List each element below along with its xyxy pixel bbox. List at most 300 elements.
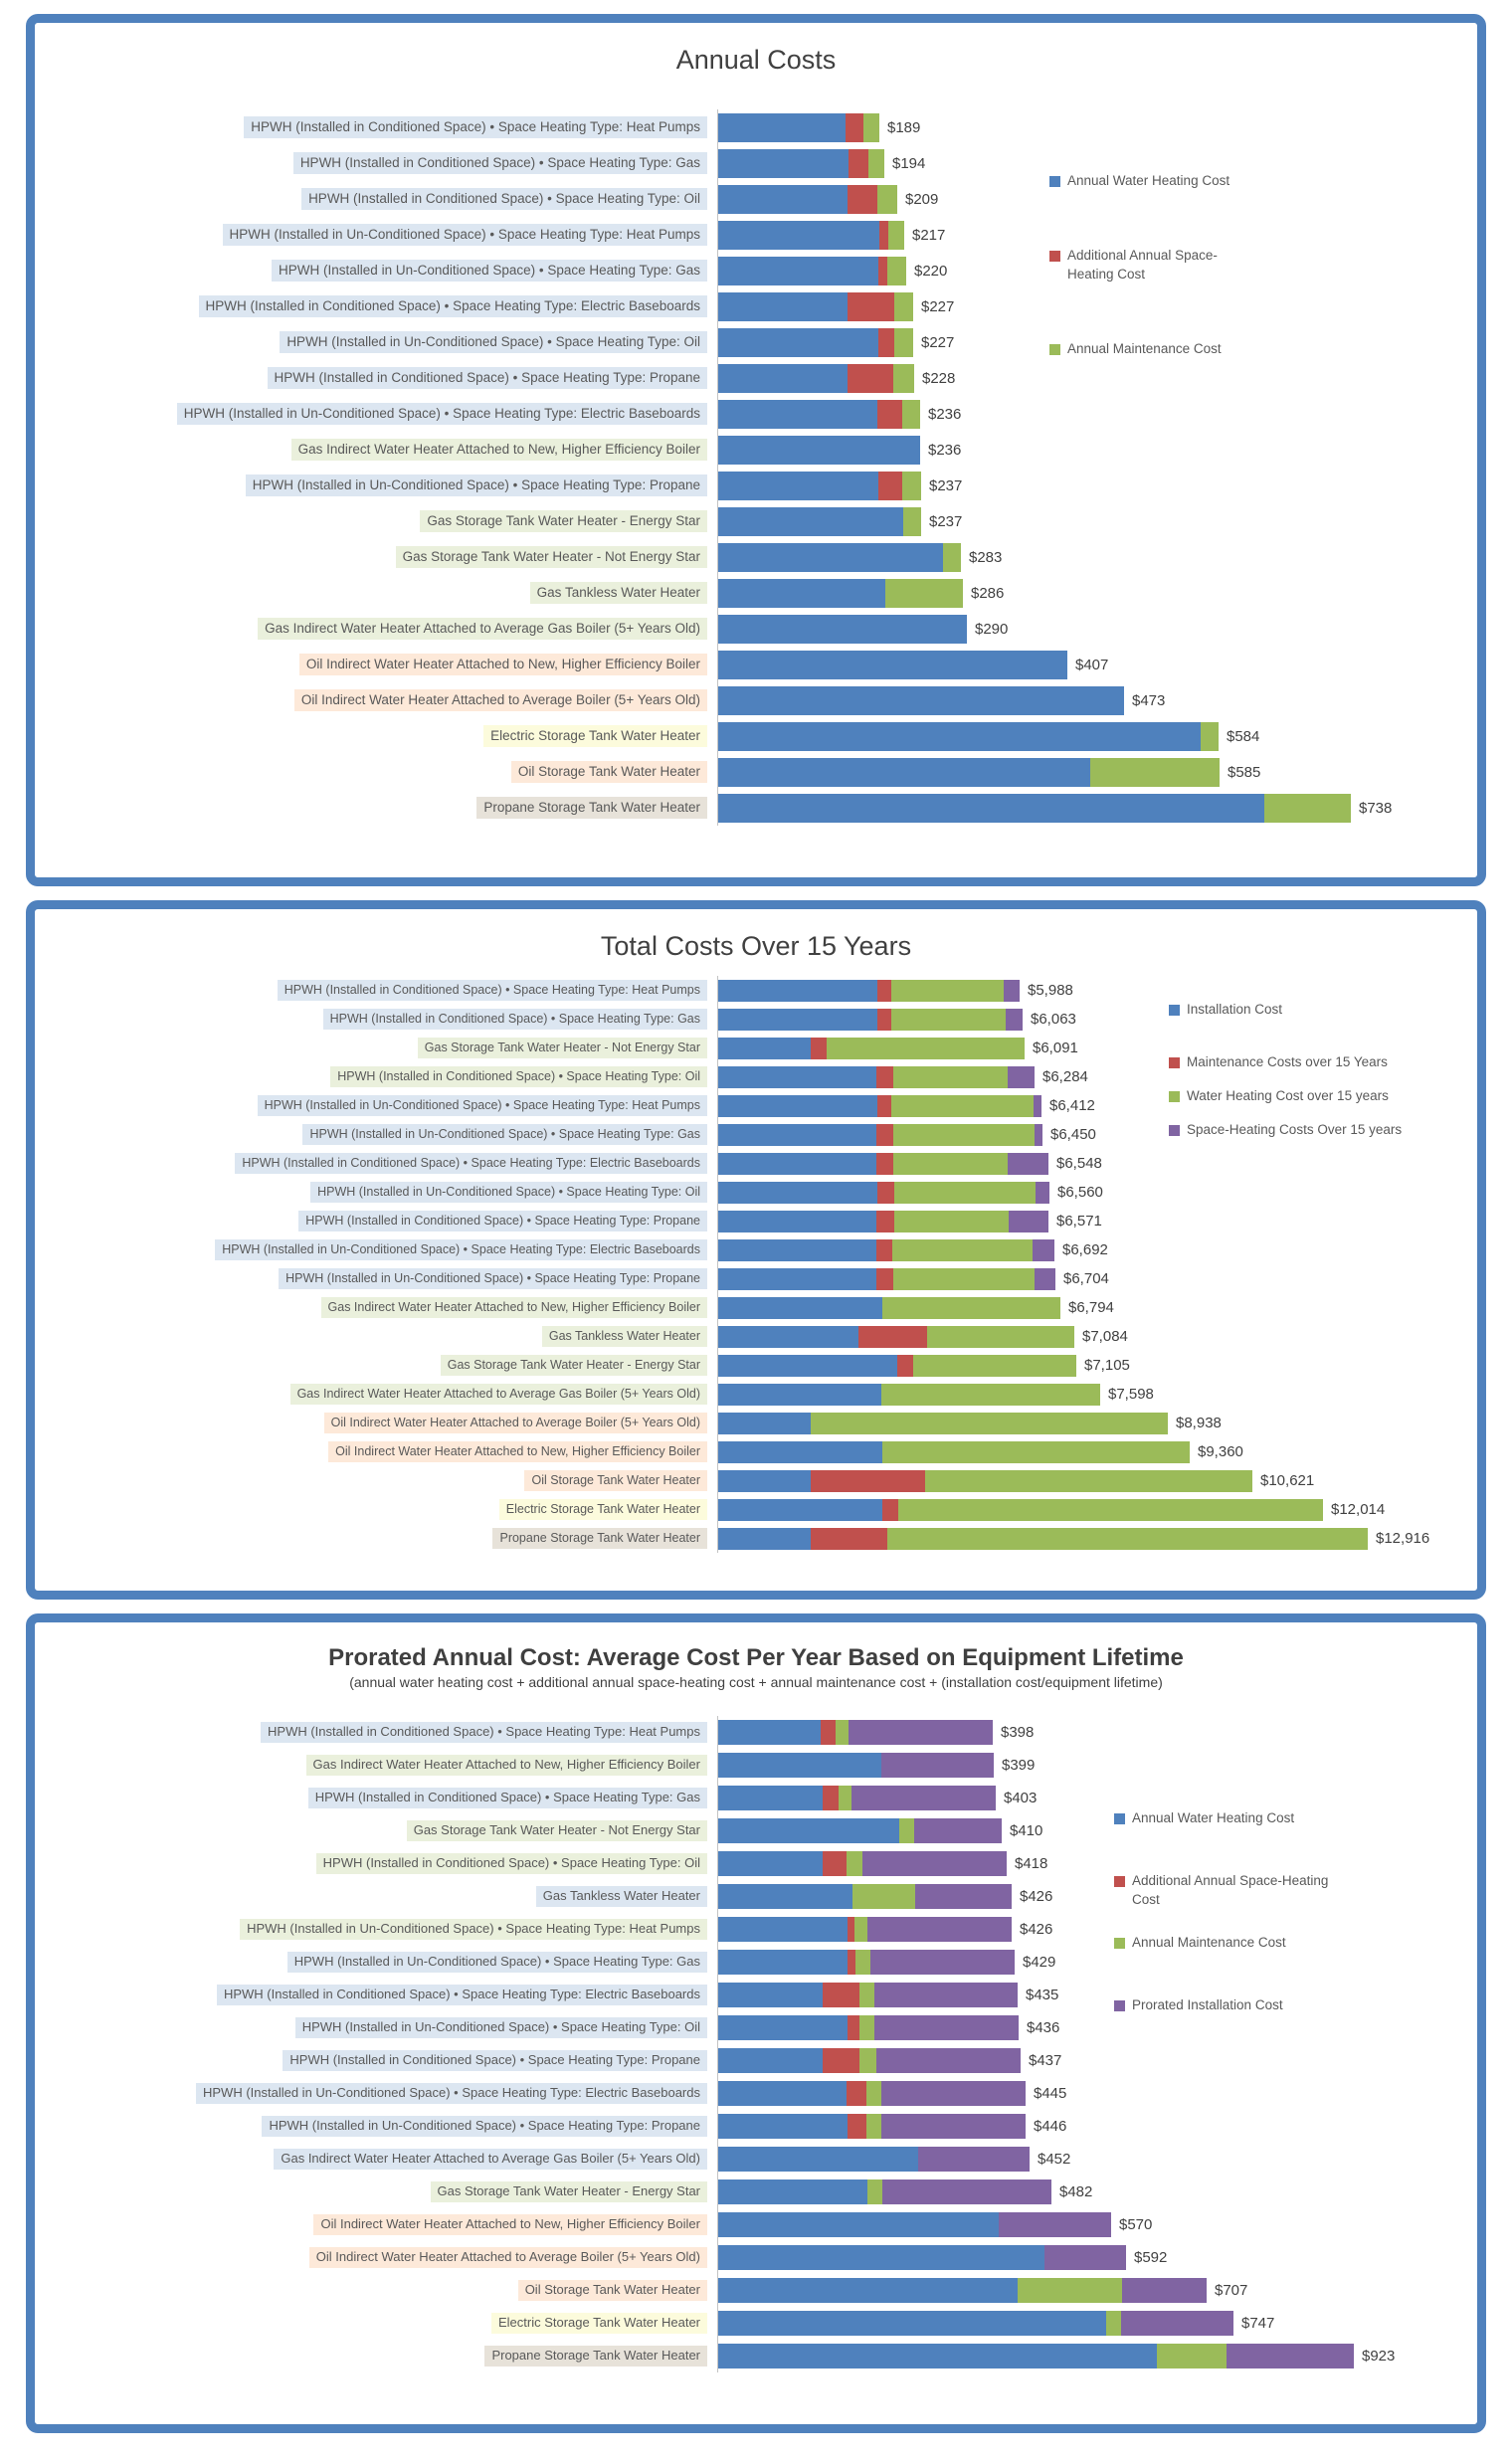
category-label-cell [35,546,717,568]
bar-segment-space [823,2048,859,2073]
stacked-bar [718,1038,1025,1059]
category-label: Gas Storage Tank Water Heater - Energy Star [441,1355,707,1375]
bar-row [35,647,1477,682]
category-label-cell [35,1211,717,1231]
bar-segment-water15 [891,1095,1034,1117]
chart-legend [1049,172,1233,415]
legend-item [1169,1121,1413,1140]
bar-segment-water [718,2081,847,2106]
bar-segment-maint [903,507,921,536]
bar-segment-maint15 [897,1355,913,1377]
bar-segment-install_prorated [1121,2311,1233,2336]
category-label-cell [35,1470,717,1490]
category-label: Oil Storage Tank Water Heater [518,2280,707,2301]
total-value-label: $445 [1034,2085,1067,2102]
category-label-cell [35,654,717,675]
category-label: Propane Storage Tank Water Heater [484,2346,707,2367]
stacked-bar [718,2015,1019,2040]
legend-label: Installation Cost [1187,1002,1283,1017]
bar-segment-space15 [1035,1124,1042,1146]
category-label: HPWH (Installed in Conditioned Space) • Space Heating Type: Gas [323,1009,707,1029]
bar-segment-maint [894,292,913,321]
stacked-bar [718,1753,994,1778]
category-label: HPWH (Installed in Un-Conditioned Space) • Space Heating Type: Heat Pumps [223,224,707,246]
bar-segment-space15 [1008,1066,1035,1088]
bar-segment-water15 [925,1470,1252,1492]
stacked-bar [718,400,920,429]
total-value-label: $6,450 [1050,1126,1096,1143]
total-value-label: $189 [887,118,921,136]
stacked-bar [718,1851,1007,1876]
bar-segment-water [718,2311,1106,2336]
bar-segment-water15 [891,1009,1006,1031]
total-value-label: $7,598 [1108,1386,1154,1403]
bar-row [35,1524,1477,1553]
bar-cell [717,109,1477,145]
bar-segment-maint [854,1917,867,1942]
bar-segment-space15 [1035,1268,1055,1290]
legend-label: Additional Annual Space-Heating Cost [1067,247,1218,282]
bar-row [35,468,1477,503]
bar-segment-water15 [927,1326,1074,1348]
category-label: HPWH (Installed in Un-Conditioned Space) • Space Heating Type: Gas [302,1124,707,1144]
category-label-cell [35,1499,717,1519]
chart-legend [1114,1809,1348,2058]
total-value-label: $10,621 [1260,1472,1315,1489]
total-value-label: $426 [1020,1888,1053,1905]
bar-segment-maint15 [811,1528,887,1550]
bar-segment-water [718,472,878,500]
bar-segment-maint [1106,2311,1121,2336]
bar-row [35,2176,1477,2208]
bar-segment-maint [894,328,913,357]
stacked-bar [718,686,1124,715]
bar-segment-install_prorated [867,1917,1012,1942]
category-label-cell [35,1095,717,1115]
category-label: HPWH (Installed in Conditioned Space) • Space Heating Type: Heat Pumps [261,1722,707,1743]
bar-segment-water15 [913,1355,1076,1377]
bar-segment-space [823,1851,847,1876]
total-value-label: $570 [1119,2216,1153,2233]
category-label: Oil Indirect Water Heater Attached to New, Higher Efficiency Boiler [299,654,707,675]
stacked-bar [718,113,879,142]
bar-segment-water [718,651,1067,679]
legend-label: Annual Water Heating Cost [1067,173,1230,188]
bar-cell [717,575,1477,611]
category-label: HPWH (Installed in Conditioned Space) • Space Heating Type: Oil [330,1066,707,1086]
bar-segment-install [718,1499,882,1521]
stacked-bar [718,980,1020,1002]
total-value-label: $435 [1026,1987,1059,2003]
bar-segment-install_prorated [851,1786,996,1810]
category-label-cell [35,403,717,425]
bar-segment-water [718,579,885,608]
category-label: Propane Storage Tank Water Heater [476,797,707,819]
stacked-bar [718,1950,1015,1975]
category-label: HPWH (Installed in Un-Conditioned Space) • Space Heating Type: Electric Baseboards [215,1239,707,1259]
bar-segment-water [718,1753,881,1778]
bar-segment-install_prorated [1044,2245,1126,2270]
category-label-cell [35,1268,717,1288]
bar-segment-space [848,185,877,214]
bar-segment-water15 [882,1441,1190,1463]
total-value-label: $236 [928,405,962,423]
legend-label: Annual Water Heating Cost [1132,1810,1295,1825]
bar-segment-maint [839,1786,851,1810]
bar-cell [717,2274,1477,2307]
total-value-label: $12,916 [1376,1530,1430,1547]
stacked-bar [718,185,897,214]
bar-cell [717,1380,1477,1409]
bar-segment-install [718,1239,876,1261]
category-label: HPWH (Installed in Un-Conditioned Space) • Space Heating Type: Gas [272,260,707,282]
category-label-cell [35,1326,717,1346]
total-value-label: $747 [1241,2315,1275,2332]
total-value-label: $6,091 [1033,1040,1078,1056]
bar-segment-space15 [1009,1211,1048,1232]
total-value-label: $418 [1015,1855,1048,1872]
category-label: Oil Indirect Water Heater Attached to Average Boiler (5+ Years Old) [309,2247,707,2268]
category-label: Gas Indirect Water Heater Attached to New, Higher Efficiency Boiler [321,1297,707,1317]
stacked-bar [718,543,961,572]
bar-segment-space [823,1983,859,2007]
bar-row [35,1380,1477,1409]
bar-segment-space [848,2114,866,2139]
stacked-bar [718,2245,1126,2270]
bar-segment-water [718,1917,848,1942]
total-value-label: $403 [1004,1790,1038,1806]
stacked-bar [718,2311,1233,2336]
category-label: Electric Storage Tank Water Heater [491,2313,707,2334]
bar-segment-maint15 [876,1124,893,1146]
category-label: Gas Indirect Water Heater Attached to New, Higher Efficiency Boiler [291,439,707,461]
category-label: HPWH (Installed in Conditioned Space) • Space Heating Type: Gas [308,1788,707,1808]
bar-segment-maint [1201,722,1219,751]
total-value-label: $237 [929,476,963,494]
bar-row [35,324,1477,360]
bar-segment-water [718,257,878,285]
category-label-cell [35,2017,717,2038]
total-value-label: $12,014 [1331,1501,1386,1518]
stacked-bar [718,794,1351,823]
bar-segment-water [718,149,849,178]
bar-segment-maint [859,2048,876,2073]
bar-segment-maint [863,113,879,142]
total-value-label: $707 [1215,2282,1248,2299]
category-label-cell [35,1528,717,1548]
legend-swatch-icon [1169,1005,1180,1016]
category-label-cell [35,116,717,138]
bar-segment-water15 [893,1268,1035,1290]
bar-segment-space [849,149,868,178]
category-label-cell [35,797,717,819]
stacked-bar [718,292,913,321]
bar-segment-water15 [892,1239,1033,1261]
category-label: HPWH (Installed in Un-Conditioned Space) • Space Heating Type: Oil [280,331,707,353]
stacked-bar [718,1355,1076,1377]
category-label: Oil Indirect Water Heater Attached to New, Higher Efficiency Boiler [313,2214,707,2235]
bar-segment-space15 [1033,1239,1054,1261]
bar-segment-maint [902,400,920,429]
stacked-bar [718,1239,1054,1261]
stacked-bar [718,1268,1055,1290]
category-label-cell [35,2181,717,2202]
category-label-cell [35,1788,717,1808]
category-label: Gas Storage Tank Water Heater - Not Energy Star [396,546,707,568]
category-label-cell [35,2346,717,2367]
bar-segment-maint [1264,794,1351,823]
bar-cell [717,1524,1477,1553]
bar-cell [717,1716,1477,1749]
category-label: HPWH (Installed in Conditioned Space) • Space Heating Type: Oil [301,188,707,210]
category-label-cell [35,224,717,246]
bar-segment-space [846,113,863,142]
bar-segment-install [718,1153,876,1175]
stacked-bar [718,364,914,393]
bar-segment-install_prorated [1122,2278,1207,2303]
bar-segment-water15 [882,1297,1060,1319]
total-value-label: $426 [1020,1921,1053,1938]
bar-row [35,181,1477,217]
bar-segment-water [718,686,1124,715]
total-value-label: $399 [1002,1757,1036,1774]
category-label: HPWH (Installed in Conditioned Space) • Space Heating Type: Electric Baseboards [235,1153,707,1173]
category-label: Electric Storage Tank Water Heater [483,725,707,747]
total-value-label: $220 [914,262,948,280]
category-label-cell [35,439,717,461]
category-label-cell [35,260,717,282]
bar-row [35,2241,1477,2274]
stacked-bar [718,1095,1041,1117]
bar-segment-water [718,2212,999,2237]
bar-segment-install_prorated [881,1753,994,1778]
bar-cell [717,2176,1477,2208]
chart-subtitle: (annual water heating cost + additional annual space-heating cost + annual maintenance cost + (installation cost/equipment lifetime) [349,1674,1163,1690]
total-value-label: $283 [969,548,1003,566]
total-value-label: $407 [1075,656,1109,673]
bar-cell [717,2110,1477,2143]
stacked-bar [718,2212,1111,2237]
category-label: HPWH (Installed in Un-Conditioned Space) • Space Heating Type: Propane [262,2116,707,2137]
stacked-bar [718,1441,1190,1463]
bar-segment-maint [902,472,921,500]
bar-segment-install [718,1009,877,1031]
bar-segment-maint [899,1818,914,1843]
total-value-label: $217 [912,226,946,244]
bar-segment-water [718,2245,1044,2270]
stacked-bar [718,651,1067,679]
category-label: HPWH (Installed in Conditioned Space) • Space Heating Type: Electric Baseboards [199,295,707,317]
legend-swatch-icon [1049,251,1060,262]
bar-row [35,2340,1477,2372]
bar-row [35,2274,1477,2307]
category-label: HPWH (Installed in Un-Conditioned Space) • Space Heating Type: Propane [246,474,707,496]
stacked-bar [718,2081,1026,2106]
category-label-cell [35,2083,717,2104]
bar-segment-install [718,1441,882,1463]
total-value-label: $398 [1001,1724,1035,1741]
bar-segment-water [718,2147,918,2172]
total-value-label: $228 [922,369,956,387]
category-label: HPWH (Installed in Conditioned Space) • Space Heating Type: Electric Baseboards [217,1985,707,2005]
bar-row [35,1264,1477,1293]
bar-row [35,2307,1477,2340]
total-value-label: $8,938 [1176,1415,1222,1431]
bar-cell [717,539,1477,575]
bar-segment-water [718,758,1090,787]
stacked-bar [718,758,1220,787]
stacked-bar [718,1983,1018,2007]
total-value-label: $6,692 [1062,1241,1108,1258]
bar-segment-water15 [881,1384,1100,1406]
bar-segment-maint15 [876,1268,893,1290]
bar-segment-water15 [898,1499,1323,1521]
bar-cell [717,647,1477,682]
bar-segment-install [718,1528,811,1550]
bar-segment-water15 [893,1066,1008,1088]
bar-segment-water [718,2179,867,2204]
bar-row [35,1235,1477,1264]
total-value-label: $7,084 [1082,1328,1128,1345]
bar-segment-water [718,2015,848,2040]
bar-segment-install_prorated [914,1818,1002,1843]
category-label-cell [35,725,717,747]
legend-swatch-icon [1114,1938,1125,1949]
total-value-label: $584 [1227,727,1260,745]
total-value-label: $6,412 [1049,1097,1095,1114]
category-label-cell [35,188,717,210]
category-label: Oil Indirect Water Heater Attached to Average Boiler (5+ Years Old) [294,689,707,711]
stacked-bar [718,2179,1051,2204]
total-value-label: $6,704 [1063,1270,1109,1287]
stacked-bar [718,328,913,357]
category-label-cell [35,1239,717,1259]
bar-segment-install_prorated [874,1983,1018,2007]
bar-segment-install_prorated [1227,2344,1354,2368]
bar-segment-maint [943,543,961,572]
total-value-label: $227 [921,333,955,351]
bar-cell [717,1880,1477,1913]
stacked-bar [718,1182,1049,1204]
bar-cell [717,1264,1477,1293]
category-label: Gas Indirect Water Heater Attached to Average Gas Boiler (5+ Years Old) [290,1384,707,1404]
bar-segment-install_prorated [881,2081,1026,2106]
category-label: Gas Indirect Water Heater Attached to New, Higher Efficiency Boiler [306,1755,707,1776]
total-value-label: $6,571 [1056,1213,1102,1230]
bar-row [35,360,1477,396]
category-label-cell [35,980,717,1000]
total-value-label: $6,284 [1042,1068,1088,1085]
bar-segment-install_prorated [862,1851,1007,1876]
bar-row [35,575,1477,611]
total-value-label: $6,548 [1056,1155,1102,1172]
category-label-cell [35,474,717,496]
bar-segment-space [877,400,902,429]
bar-segment-space [878,328,894,357]
legend-swatch-icon [1169,1091,1180,1102]
stacked-bar [718,1066,1035,1088]
bar-segment-install_prorated [870,1950,1015,1975]
total-value-label: $290 [975,620,1009,638]
stacked-bar [718,1720,993,1745]
bar-segment-water [718,113,846,142]
category-label: Oil Indirect Water Heater Attached to Average Boiler (5+ Years Old) [324,1413,707,1432]
bar-segment-water15 [891,980,1004,1002]
stacked-bar [718,1124,1042,1146]
bar-segment-install_prorated [882,2179,1051,2204]
category-label: Gas Storage Tank Water Heater - Not Energy Star [407,1820,707,1841]
category-label: HPWH (Installed in Conditioned Space) • Space Heating Type: Propane [298,1211,707,1231]
category-label-cell [35,1413,717,1432]
bar-row [35,1351,1477,1380]
bar-segment-maint [893,364,914,393]
category-label-cell [35,1153,717,1173]
bar-row [35,1437,1477,1466]
bar-cell [717,2241,1477,2274]
category-label-cell [35,2116,717,2137]
bar-segment-maint [836,1720,849,1745]
category-label: HPWH (Installed in Un-Conditioned Space) • Space Heating Type: Electric Baseboards [177,403,707,425]
category-label-cell [35,1384,717,1404]
bar-cell [717,2077,1477,2110]
bar-cell [717,1207,1477,1235]
total-value-label: $429 [1023,1954,1056,1971]
total-costs-15-years-chart-panel [26,900,1486,1600]
bar-row [35,718,1477,754]
stacked-bar [718,1009,1023,1031]
stacked-bar [718,149,884,178]
category-label-cell [35,510,717,532]
bar-segment-space [878,257,887,285]
category-label-cell [35,367,717,389]
bar-cell [717,682,1477,718]
category-label: HPWH (Installed in Un-Conditioned Space) • Space Heating Type: Propane [279,1268,707,1288]
bar-cell [717,2307,1477,2340]
bar-segment-maint [888,221,904,250]
bar-segment-maint15 [811,1470,925,1492]
total-value-label: $237 [929,512,963,530]
total-value-label: $286 [971,584,1005,602]
total-value-label: $6,063 [1031,1011,1076,1028]
category-label: HPWH (Installed in Un-Conditioned Space) • Space Heating Type: Oil [310,1182,707,1202]
bar-cell [717,1235,1477,1264]
category-label: Oil Storage Tank Water Heater [511,761,707,783]
bar-segment-water [718,2278,1018,2303]
category-label: HPWH (Installed in Un-Conditioned Space) • Space Heating Type: Heat Pumps [258,1095,707,1115]
stacked-bar [718,1499,1323,1521]
category-label-cell [35,2214,717,2235]
bar-segment-space15 [1004,980,1020,1002]
total-value-label: $227 [921,297,955,315]
bar-cell [717,1782,1477,1814]
bar-row [35,1409,1477,1437]
bar-segment-water [718,543,943,572]
bar-cell [717,611,1477,647]
legend-swatch-icon [1114,1813,1125,1824]
bar-segment-maint [868,149,884,178]
bar-segment-space [848,364,893,393]
bar-segment-space [879,221,888,250]
bar-cell [717,2340,1477,2372]
category-label: HPWH (Installed in Conditioned Space) • Space Heating Type: Heat Pumps [244,116,707,138]
total-value-label: $6,560 [1057,1184,1103,1201]
bar-segment-install [718,1470,811,1492]
bar-segment-space [821,1720,836,1745]
prorated-annual-cost-chart-panel [26,1613,1486,2433]
total-value-label: $482 [1059,2183,1093,2200]
stacked-bar [718,615,967,644]
bar-segment-maint15 [858,1326,927,1348]
